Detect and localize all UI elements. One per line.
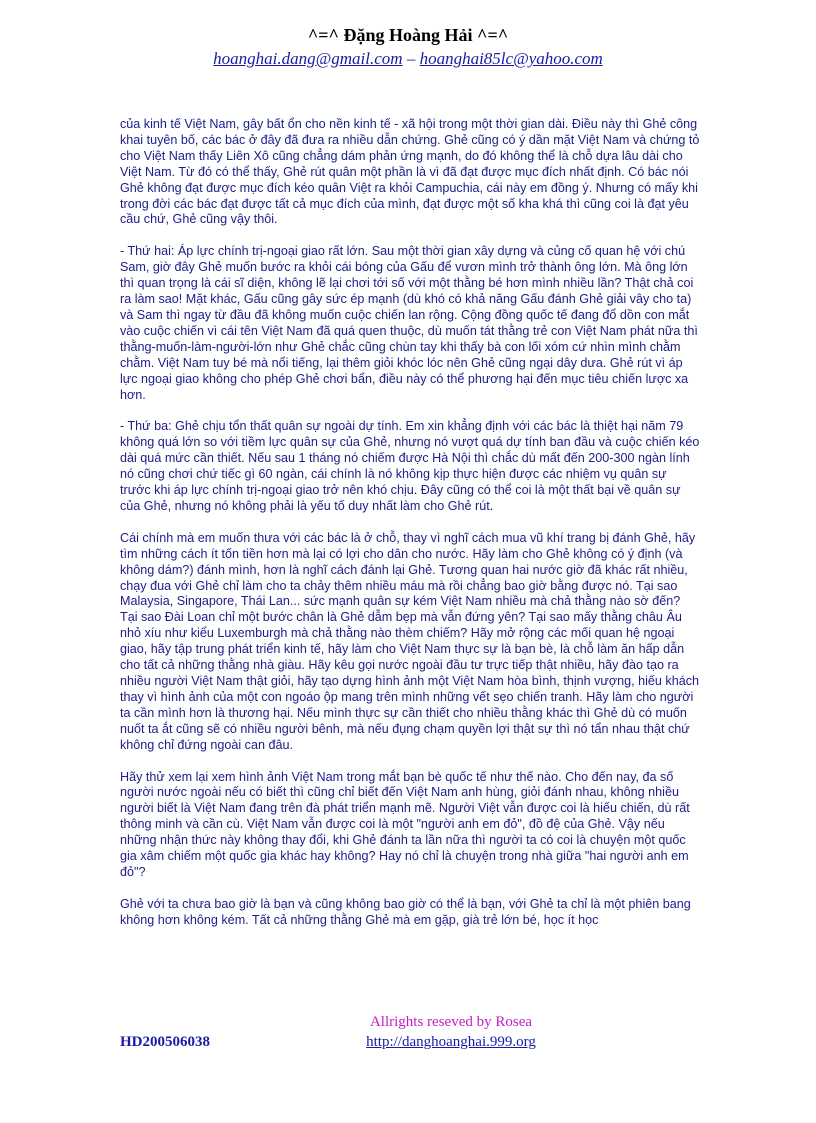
paragraph: - Thứ ba: Ghẻ chịu tổn thất quân sự ngoài dự tính. Em xin khẳng định với các bác là thiệt hại năm 79 không quá lớn so với tiềm lực quân sự của Ghẻ, nhưng nó vượt quá dự tính ban đầu và cuộc chiến kéo dài quá mức cần thiết. Nếu sau 1 tháng nó chiếm được Hà Nội thì chắc dù mất đến 200-300 ngàn lính nó cũng chơi chứ tiếc gì 60 ngàn, cái chính là nó không kịp thực hiện được các nhiệm vụ quân sự trước khi áp lực chính trị-ngoại giao trở nên khó chịu. Đây cũng có thể coi là một thất bại về quân sự của Ghẻ, nhưng nó không phải là yếu tố duy nhất làm cho Ghẻ rút. <box>120 419 700 513</box>
paragraph: Ghẻ với ta chưa bao giờ là bạn và cũng không bao giờ có thể là bạn, với Ghẻ ta chỉ là một phiên bang không hơn không kém. Tất cả những thằng Ghẻ mà em gặp, già trẻ lớn bé, học ít học <box>120 896 691 927</box>
page-header <box>0 24 816 70</box>
paragraph: Cái chính mà em muốn thưa với các bác là ở chỗ, thay vì nghĩ cách mua vũ khí trang bị đánh Ghẻ, hãy tìm những cách ít tốn tiền hơn mà lại có lợi cho dân cho nước. Hãy làm cho Ghẻ không có ý định (và không dám?) đánh mình, hơn là nghĩ cách đánh lại Ghẻ. Tương quan hai nước giờ đã khác rất nhiều, chạy đua với Ghẻ chỉ làm cho ta chảy thêm nhiều máu mà rồi chẳng bao giờ bằng được nó. Tại sao Malaysia, Singapore, Thái Lan... sức mạnh quân sự kém Việt Nam nhiều mà chả thằng nào sờ đến? Tại sao Đài Loan chỉ một bước chân là Ghẻ dẫm bẹp mà vẫn đứng yên? Tại sao mấy thằng châu Âu nhỏ xíu như kiểu Luxemburgh mà chả thằng nào thèm chiếm? Hãy mở rộng các mối quan hệ ngoại giao, hãy tập trung phát triển kinh tế, hãy làm cho Việt Nam thực sự là bạn bè, là chỗ làm ăn hấp dẫn cho tất cả những thằng nhà giàu. Hãy kêu gọi nước ngoài đầu tư trực tiếp thật nhiều, hãy đào tạo ra nhiều người Việt Nam thật giỏi, hãy tạo dựng hình ảnh một Việt Nam hòa bình, thịnh vượng, hiếu khách thay vì hình ảnh của một con ngoáo ộp mang trên mình những vết sẹo chiến tranh. Hãy làm cho người ta cần mình hơn là thương hại. Nếu mình thực sự cần thiết cho nhiều thằng khác thì Ghẻ dù có muốn nuốt ta ắt cũng sẽ có nhiều người bênh, mà nếu đụng chạm quyền lợi thật sự thì nó tẩn nhau thật chứ không chỉ đứng ngoài can đâu. <box>120 530 700 752</box>
author-title: ^=^ Đặng Hoàng Hải ^=^ <box>307 25 509 45</box>
author-emails <box>0 48 816 70</box>
email-separator: – <box>402 49 420 68</box>
paragraph: Hãy thử xem lại xem hình ảnh Việt Nam trong mắt bạn bè quốc tế như thế nào. Cho đến nay, đa số người nước ngoài nếu có biết thì cũng chỉ biết đến Việt Nam anh hùng, giỏi đánh nhau, không nhiều người biết là Việt Nam đang trên đà phát triển mạnh mẽ. Người Việt vẫn được coi là hiếu chiến, dù rất thông minh và cần cù. Việt Nam vẫn được coi là một "người anh em đỏ", đồ đệ của Ghẻ. Vậy nếu những nhận thức này không thay đổi, khi Ghẻ đánh ta lần nữa thì người ta có coi là chuyện một quốc gia xâm chiếm một quốc gia khác hay không? Hay nó chỉ là chuyện trong nhà giữa "hai người anh em đỏ"? <box>120 769 690 879</box>
paragraph: - Thứ hai: Áp lực chính trị-ngoại giao rất lớn. Sau một thời gian xây dựng và củng cố quan hệ với chú Sam, giờ đây Ghẻ muốn bước ra khỏi cái bóng của Gấu để vươn mình trở thành ông lớn. Mà ông lớn thì quan trọng là cái sĩ diện, không lẽ lại chơi tới số với một thằng bé hơn mình nhiều lần? Thật chả coi ra làm sao! Mặt khác, Gấu cũng gây sức ép mạnh (dù khó có khả năng Gấu đánh Ghẻ giải vây cho ta) và Sam thì ngay từ đầu đã không muốn cuộc chiến lan rộng. Cộng đồng quốc tế đang đổ dồn con mắt vào cuộc chiến vì cái tên Việt Nam đã quá quen thuộc, dù muốn tát thằng trẻ con Việt Nam phát nữa thì thằng-muốn-làm-người-lớn như Ghẻ chắc cũng chùn tay khi thấy bà con lối xóm cứ nhìn mình chằm chằm. Việt Nam tuy bé mà nổi tiếng, lại thêm giỏi khóc lóc nên Ghẻ cũng ngại dây dưa. Ghẻ rút vì áp lực ngoại giao không cho phép Ghẻ chơi bẩn, điều này có thể phương hại đến mục tiêu chiến lược xa hơn. <box>120 244 698 402</box>
footer-website-link[interactable]: http://danghoanghai.999.org <box>366 1034 536 1050</box>
footer-document-code: HD200506038 <box>120 1034 210 1050</box>
paragraph: của kinh tế Việt Nam, gây bất ổn cho nền kinh tế - xã hội trong một thời gian dài. Điều này thì Ghẻ công khai tuyên bố, các bác ở đây đã đưa ra nhiều dẫn chứng. Ghẻ cũng có ý dần mặt Việt Nam và chứng tỏ cho Việt Nam thấy Liên Xô cũng chẳng dám phản ứng mạnh, do đó không thể là chỗ dựa lâu dài cho Việt Nam. Từ đó có thể thấy, Ghẻ rút quân một phần là vì đã đạt được mục đích nhất định. Có bác nói Ghẻ không đạt được mục đích kéo quân Việt ra khỏi Campuchia, cái này em đồng ý. Nhưng có mấy khi trong đời các bác đạt được tất cả mục đích của mình, đạt được một số kha khá thì cũng coi là đạt yêu cầu chứ, Ghẻ cũng vậy thôi. <box>120 117 700 227</box>
document-body <box>120 117 700 945</box>
footer-copyright: Allrights reseved by Rosea <box>369 1014 533 1030</box>
email-link-gmail[interactable]: hoanghai.dang@gmail.com <box>213 49 403 68</box>
email-link-yahoo[interactable]: hoanghai85lc@yahoo.com <box>419 49 603 68</box>
